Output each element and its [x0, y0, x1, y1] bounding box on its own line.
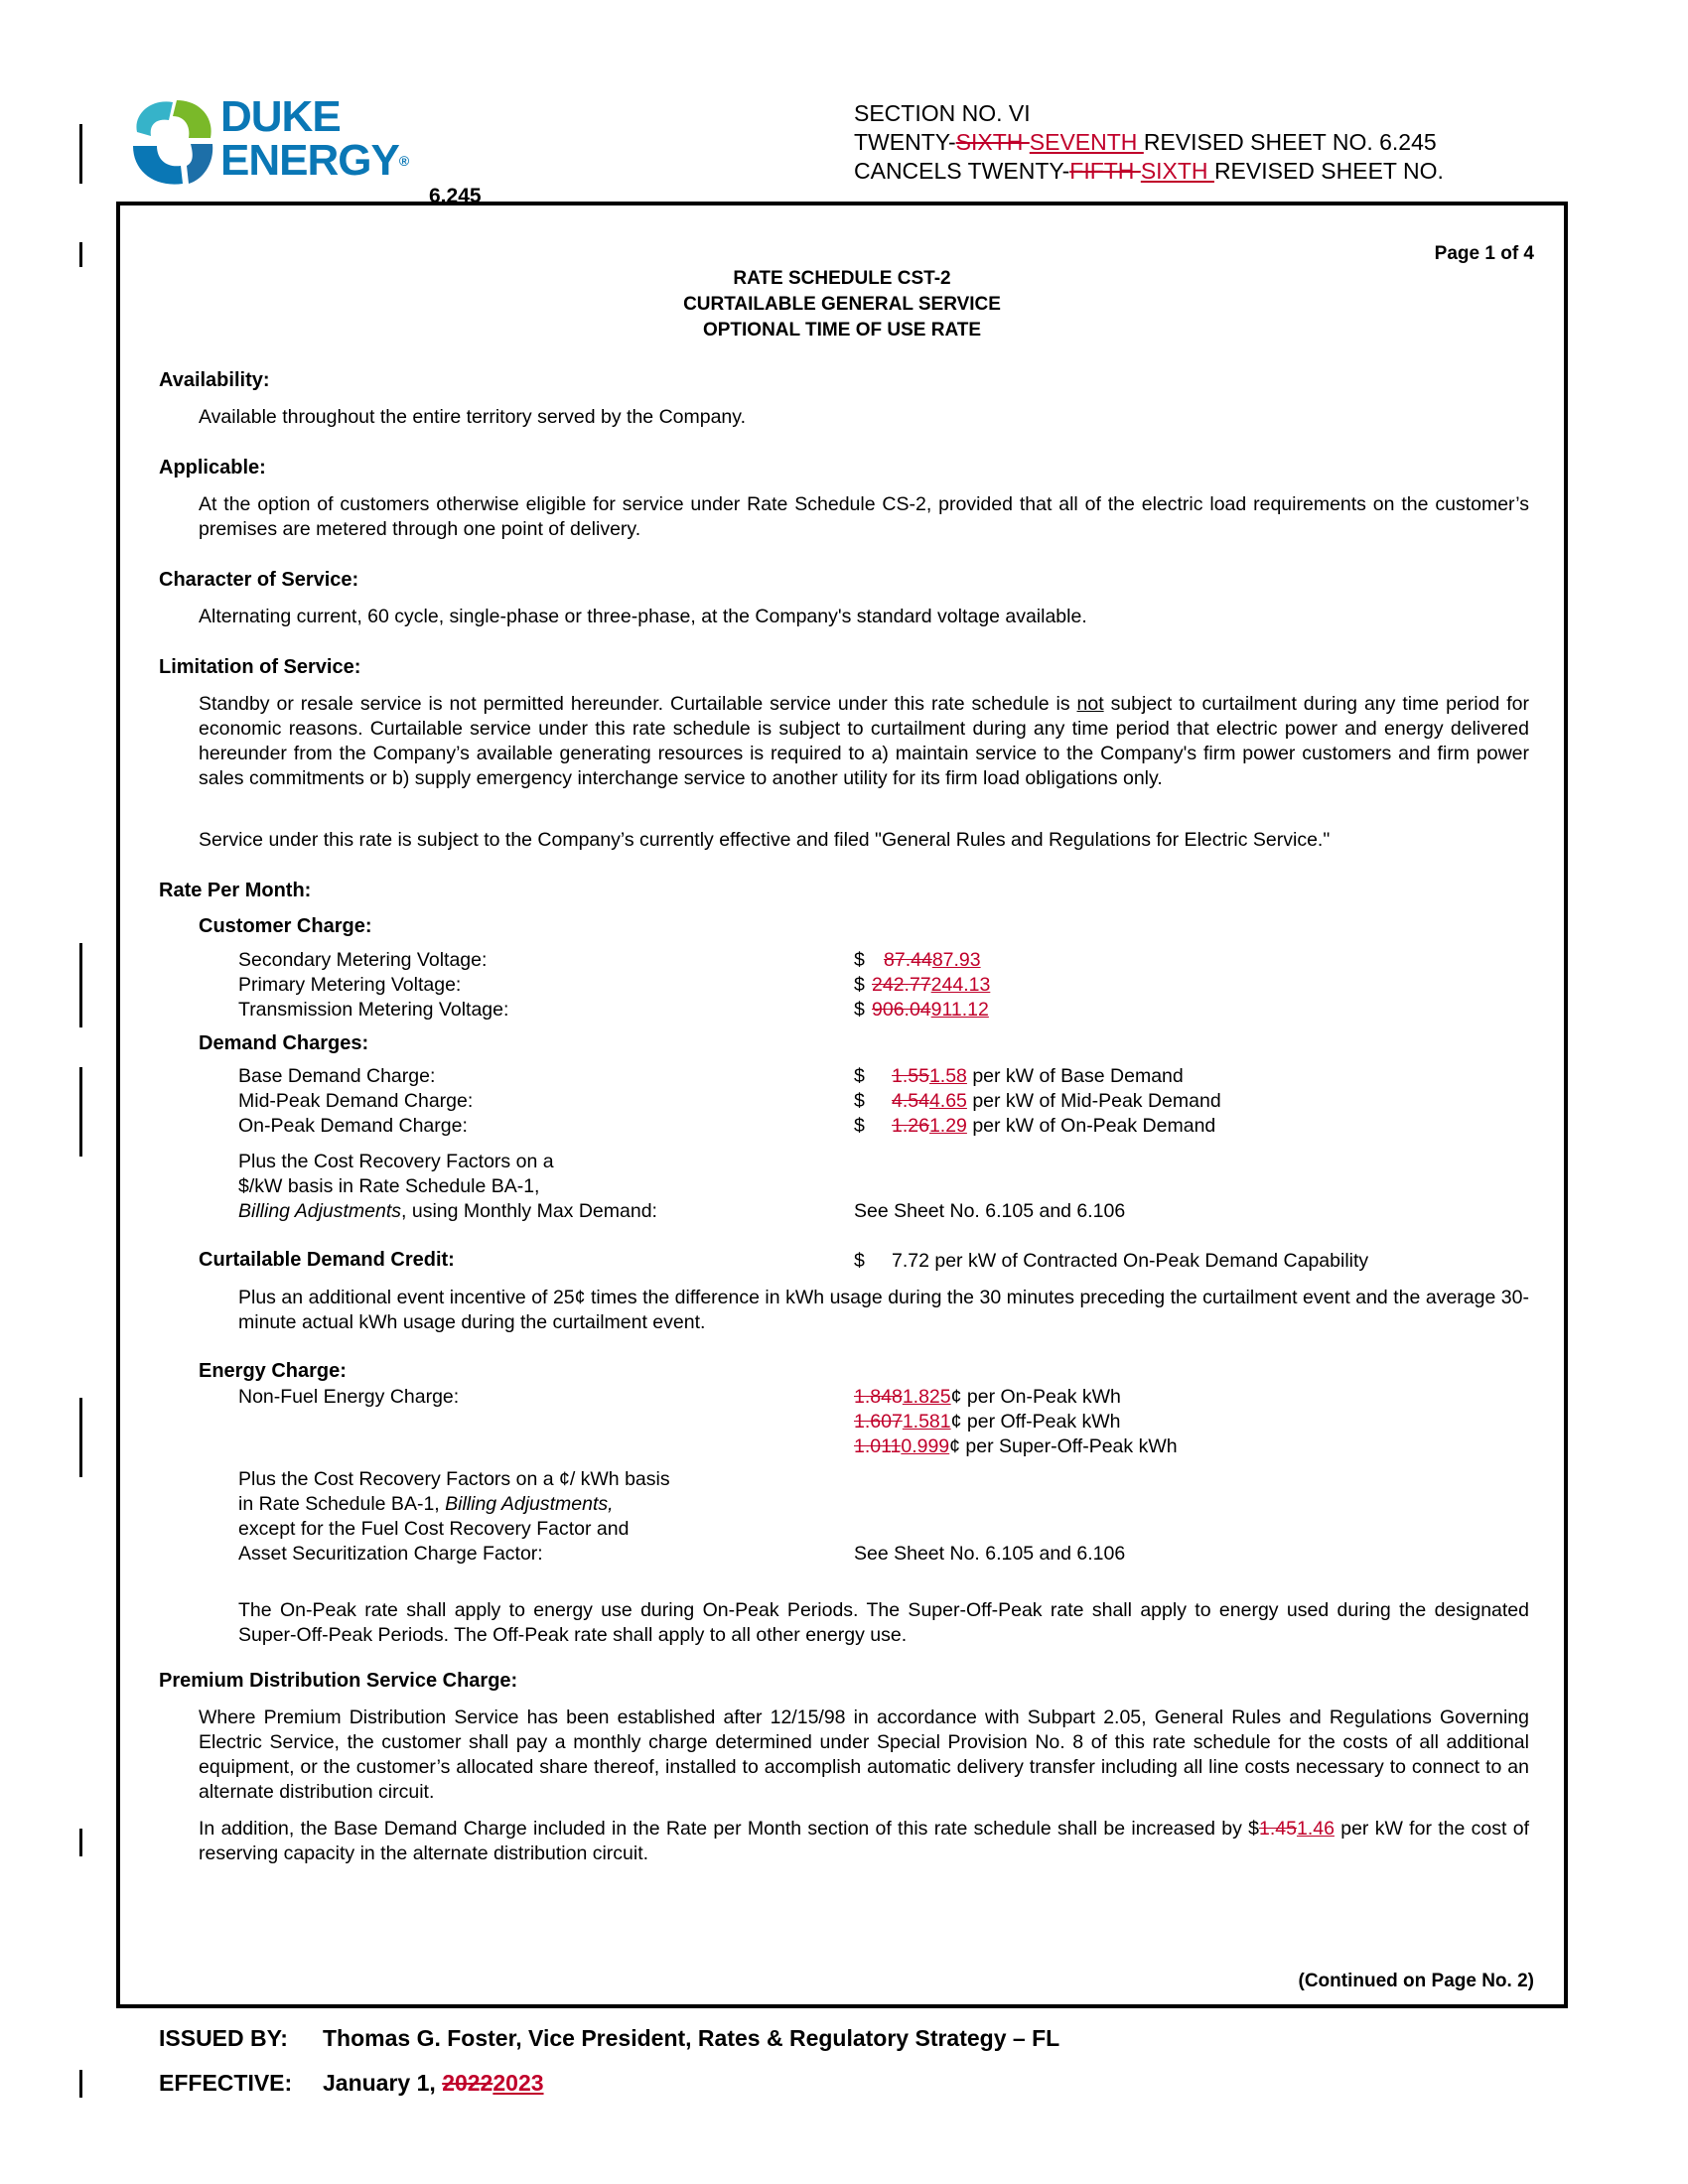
demand-charge-label: Mid-Peak Demand Charge:: [238, 1090, 474, 1112]
text: REVISED SHEET NO. 6.245: [1143, 129, 1437, 155]
deleted-text: SIXTH: [955, 129, 1030, 155]
note-line: Plus the Cost Recovery Factors on a: [238, 1151, 554, 1172]
sheet-number-overflow: 6.245: [429, 185, 482, 207]
customer-charge-heading: Customer Charge:: [199, 915, 372, 937]
inserted-text: SEVENTH: [1029, 129, 1144, 155]
availability-text: Available throughout the entire territory served by the Company.: [199, 406, 746, 428]
currency: $: [854, 1115, 865, 1137]
currency: $: [854, 1065, 865, 1087]
limitation-paragraph-1: [199, 692, 1529, 791]
page-label: Page 1 of 4: [1434, 243, 1534, 264]
sheet-header: [854, 99, 1444, 186]
revised-sheet-line: [854, 128, 1444, 157]
title-line: RATE SCHEDULE CST-2: [733, 268, 951, 289]
customer-charge-label: Secondary Metering Voltage:: [238, 949, 488, 971]
energy-charge-heading: Energy Charge:: [199, 1360, 347, 1382]
currency: $: [854, 1250, 865, 1272]
demand-charge-label: Base Demand Charge:: [238, 1065, 436, 1087]
logo-line-2: [220, 136, 410, 185]
energy-charge-value: [854, 1385, 1121, 1410]
change-bar: [79, 943, 82, 1027]
effective-value: January 1,: [323, 2070, 443, 2096]
old-value: 87.44: [884, 949, 932, 971]
customer-charge-label: Primary Metering Voltage:: [238, 974, 462, 996]
unit: ¢ per Super-Off-Peak kWh: [949, 1435, 1178, 1457]
change-bar: [79, 1398, 82, 1477]
title-line: CURTAILABLE GENERAL SERVICE: [683, 294, 1001, 315]
text: TWENTY-: [854, 129, 956, 155]
premium-heading: Premium Distribution Service Charge:: [159, 1670, 518, 1692]
new-value: 0.999: [901, 1435, 950, 1457]
note-line: Asset Securitization Charge Factor:: [238, 1543, 543, 1565]
customer-charge-value: [854, 998, 989, 1023]
change-bar: [79, 242, 82, 267]
deleted-text: FIFTH: [1069, 158, 1141, 184]
change-bar: [79, 2070, 82, 2098]
title-line: OPTIONAL TIME OF USE RATE: [702, 320, 982, 341]
new-value: 911.12: [930, 999, 989, 1021]
premium-paragraph-2: [199, 1817, 1529, 1866]
unit: per kW of On-Peak Demand: [966, 1115, 1216, 1137]
duke-energy-logo-icon: [129, 94, 218, 189]
applicable-text: At the option of customers otherwise eligible for service under Rate Schedule CS-2, provided that all of the electric load requirements on the customer’s premises are metered through one point of delivery.: [199, 493, 1529, 540]
limitation-paragraph-2: Service under this rate is subject to the Company’s currently effective and filed "General Rules and Regulations for Electric Service.": [199, 829, 1331, 851]
unit: per kW of Base Demand: [966, 1065, 1184, 1087]
old-value: 1.55: [892, 1065, 929, 1087]
text: per kW for the cost of reserving capacity in the alternate distribution circuit.: [199, 1818, 1529, 1864]
old-value: 4.54: [892, 1090, 929, 1112]
character-heading: Character of Service:: [159, 569, 359, 591]
demand-charge-value: [854, 1089, 1221, 1114]
section-number: SECTION NO. VI: [854, 100, 1031, 126]
old-value: 1.607: [854, 1411, 903, 1433]
energy-cost-recovery-note: [238, 1467, 670, 1567]
demand-charge-label: On-Peak Demand Charge:: [238, 1115, 468, 1137]
unit: ¢ per Off-Peak kWh: [950, 1411, 1121, 1433]
note-line: [238, 1492, 670, 1517]
note-line: Plus the Cost Recovery Factors on a ¢/ kWh basis: [238, 1468, 670, 1490]
issued-by: [159, 2025, 1059, 2052]
note-line: except for the Fuel Cost Recovery Factor and: [238, 1518, 630, 1540]
limitation-heading: Limitation of Service:: [159, 656, 361, 678]
demand-charge-value: [854, 1114, 1215, 1139]
new-value: 1.825: [902, 1386, 951, 1408]
note-line: $/kW basis in Rate Schedule BA-1,: [238, 1175, 540, 1197]
demand-cost-recovery-note: [238, 1150, 657, 1224]
new-value: 1.58: [928, 1065, 967, 1087]
italic-text: Billing Adjustments: [238, 1200, 402, 1222]
currency: $: [854, 974, 865, 996]
character-text: Alternating current, 60 cycle, single-phase or three-phase, at the Company's standard voltage available.: [199, 606, 1087, 627]
note-line: [238, 1199, 657, 1224]
old-value: 1.848: [854, 1386, 903, 1408]
logo-line-1: DUKE: [220, 92, 341, 141]
new-value: 4.65: [928, 1090, 967, 1112]
new-value: 87.93: [931, 949, 981, 971]
effective-label: EFFECTIVE:: [159, 2070, 293, 2096]
text: in Rate Schedule BA-1,: [238, 1493, 446, 1515]
inserted-text: SIXTH: [1140, 158, 1214, 184]
demand-charges-heading: Demand Charges:: [199, 1032, 369, 1054]
currency: $: [854, 1090, 865, 1112]
text: Standby or resale service is not permitted hereunder. Curtailable service under this rate schedule is: [199, 693, 1077, 715]
issued-value: Thomas G. Foster, Vice President, Rates & Regulatory Strategy – FL: [323, 2025, 1060, 2051]
energy-period-note: The On-Peak rate shall apply to energy use during On-Peak Periods. The Super-Off-Peak rate shall apply to energy used during the designated Super-Off-Peak Periods. The Off-Peak rate shall apply to all other energy use.: [238, 1599, 1529, 1646]
emphasis-text: not: [1076, 693, 1104, 715]
issued-label: ISSUED BY:: [159, 2025, 288, 2051]
unit: ¢ per On-Peak kWh: [950, 1386, 1121, 1408]
energy-cost-recovery-reference: See Sheet No. 6.105 and 6.106: [854, 1543, 1126, 1565]
energy-charge-value: [854, 1434, 1178, 1459]
registered-mark: ®: [398, 153, 410, 169]
text: subject to curtailment during any time period for economic reasons. Curtailable service under this rate schedule is subject to curtailment during any time period that electric power and energy delivered hereunder from the Company’s available generating resources is required to a) maintain service to the Company's firm power customers and firm power sales commitments or b) supply emergency interchange service to another utility for its firm load obligations only.: [199, 693, 1529, 789]
continued-note: (Continued on Page No. 2): [1298, 1971, 1534, 1991]
change-bar: [79, 1829, 82, 1856]
company-logo-text: [220, 92, 410, 185]
availability-heading: Availability:: [159, 369, 270, 391]
applicable-heading: Applicable:: [159, 457, 266, 478]
curtailable-credit-heading: Curtailable Demand Credit:: [199, 1249, 455, 1271]
new-value: 1.46: [1296, 1818, 1335, 1840]
old-value: 242.77: [872, 974, 931, 996]
text: In addition, the Base Demand Charge included in the Rate per Month section of this rate schedule shall be increased by $: [199, 1818, 1260, 1840]
new-value: 244.13: [930, 974, 991, 996]
new-value: 2023: [492, 2070, 544, 2096]
logo-line-2-text: ENERGY: [220, 136, 399, 185]
rate-schedule-title: [116, 266, 1568, 343]
old-value: 1.45: [1259, 1818, 1297, 1840]
text: , using Monthly Max Demand:: [401, 1200, 657, 1222]
energy-charge-label: Non-Fuel Energy Charge:: [238, 1386, 460, 1408]
old-value: 906.04: [872, 999, 931, 1021]
italic-text: Billing Adjustments,: [445, 1493, 614, 1515]
old-value: 1.011: [854, 1435, 902, 1457]
currency: $: [854, 949, 865, 971]
demand-charge-value: [854, 1064, 1184, 1089]
customer-charge-label: Transmission Metering Voltage:: [238, 999, 509, 1021]
text: CANCELS TWENTY-: [854, 158, 1070, 184]
new-value: 1.581: [902, 1411, 951, 1433]
unit: per kW of Mid-Peak Demand: [966, 1090, 1221, 1112]
change-bar: [79, 124, 82, 184]
customer-charge-value: [854, 973, 990, 998]
rate-heading: Rate Per Month:: [159, 880, 312, 901]
new-value: 1.29: [928, 1115, 967, 1137]
energy-charge-value: [854, 1410, 1121, 1434]
old-value: 1.26: [892, 1115, 929, 1137]
change-bar: [79, 1067, 82, 1157]
old-value: 2022: [442, 2070, 493, 2096]
text: REVISED SHEET NO.: [1213, 158, 1444, 184]
credit-text: 7.72 per kW of Contracted On-Peak Demand Capability: [892, 1250, 1369, 1272]
customer-charge-value: [854, 948, 981, 973]
premium-paragraph-1: Where Premium Distribution Service has been established after 12/15/98 in accordance with Subpart 2.05, General Rules and Regulations Governing Electric Service, the customer shall pay a monthly charge determined under Special Provision No. 8 of this rate schedule for the costs of all additional equipment, or the customer’s allocated share thereof, installed to accomplish automatic delivery transfer including all line costs necessary to connect to an alternate distribution circuit.: [199, 1706, 1529, 1803]
cancels-sheet-line: [854, 157, 1444, 186]
demand-cost-recovery-reference: See Sheet No. 6.105 and 6.106: [854, 1200, 1126, 1222]
currency: $: [854, 999, 865, 1021]
effective-date: [159, 2070, 544, 2097]
curtailable-credit-text: Plus an additional event incentive of 25¢ times the difference in kWh usage during the 30 minutes preceding the curtailment event and the average 30-minute actual kWh usage during the curtailment event.: [238, 1287, 1529, 1333]
curtailable-credit-value: [854, 1249, 1368, 1274]
